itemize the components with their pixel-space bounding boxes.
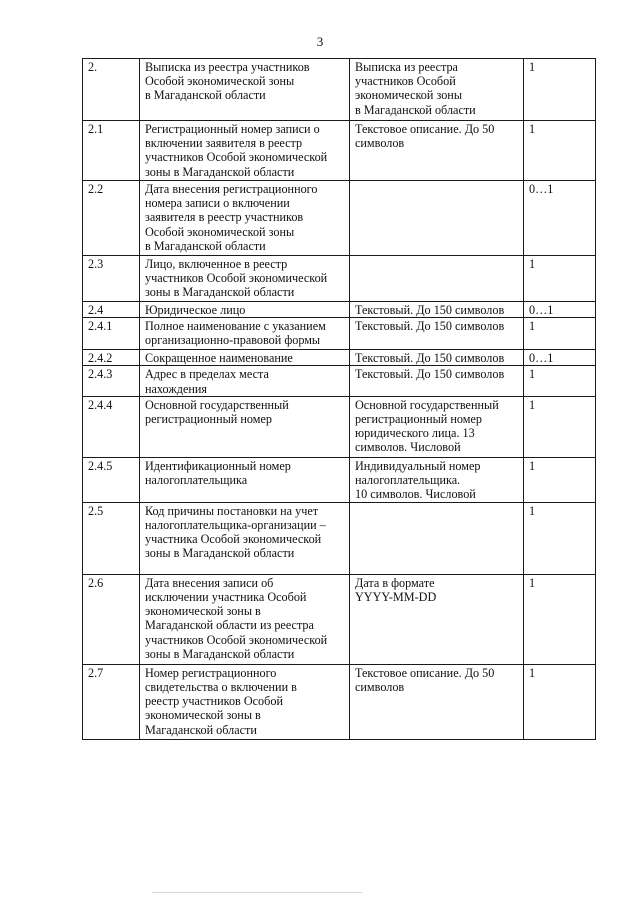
page-number: 3: [316, 34, 324, 49]
cardinality-cell: 1: [524, 121, 596, 181]
row-number-cell: 2.4.2: [83, 350, 140, 366]
scan-artifact-line: [152, 892, 362, 893]
cardinality-cell: 1: [524, 574, 596, 664]
field-format-cell: Текстовый. До 150 символов: [350, 318, 524, 350]
cardinality-cell: 1: [524, 457, 596, 502]
row-number-cell: 2.4.1: [83, 318, 140, 350]
field-name-cell: Регистрационный номер записи о включении заявителя в реестр участников Особой экономической зоны в Магаданской области: [140, 121, 350, 181]
field-format-cell: [350, 502, 524, 574]
row-number-cell: 2.3: [83, 256, 140, 302]
table-row: [83, 396, 596, 457]
field-format-cell: Индивидуальный номер налогоплательщика. 10 символов. Числовой: [350, 457, 524, 502]
table-row: [83, 59, 596, 121]
field-format-cell: Выписка из реестра участников Особой экономической зоны в Магаданской области: [350, 59, 524, 121]
row-number-cell: 2.1: [83, 121, 140, 181]
table-row: [83, 457, 596, 502]
cardinality-cell: 1: [524, 366, 596, 396]
cardinality-cell: 1: [524, 256, 596, 302]
table-row: [83, 256, 596, 302]
row-number-cell: 2.2: [83, 181, 140, 256]
table-row: [83, 502, 596, 574]
field-format-cell: Текстовое описание. До 50 символов: [350, 121, 524, 181]
field-format-cell: [350, 181, 524, 256]
table-row: [83, 664, 596, 739]
field-format-cell: Текстовый. До 150 символов: [350, 366, 524, 396]
field-name-cell: Выписка из реестра участников Особой экономической зоны в Магаданской области: [140, 59, 350, 121]
cardinality-cell: 1: [524, 396, 596, 457]
field-name-cell: Дата внесения записи об исключении участника Особой экономической зоны в Магаданской области из реестра участников Особой экономической зоны в Магаданской области: [140, 574, 350, 664]
field-name-cell: Адрес в пределах места нахождения: [140, 366, 350, 396]
row-number-cell: 2.4.3: [83, 366, 140, 396]
field-name-cell: Код причины постановки на учет налогоплательщика-организации – участника Особой экономической зоны в Магаданской области: [140, 502, 350, 574]
cardinality-cell: 1: [524, 318, 596, 350]
row-number-cell: 2.5: [83, 502, 140, 574]
field-name-cell: Юридическое лицо: [140, 302, 350, 318]
row-number-cell: 2.6: [83, 574, 140, 664]
field-name-cell: Сокращенное наименование: [140, 350, 350, 366]
field-format-cell: Текстовый. До 150 символов: [350, 350, 524, 366]
field-name-cell: Идентификационный номер налогоплательщика: [140, 457, 350, 502]
field-format-cell: Основной государственный регистрационный номер юридического лица. 13 символов. Числовой: [350, 396, 524, 457]
row-number-cell: 2.4: [83, 302, 140, 318]
field-name-cell: Полное наименование с указанием организационно-правовой формы: [140, 318, 350, 350]
table-row: [83, 350, 596, 366]
field-format-cell: [350, 256, 524, 302]
row-number-cell: 2.: [83, 59, 140, 121]
row-number-cell: 2.4.5: [83, 457, 140, 502]
table-row: [83, 366, 596, 396]
field-format-cell: Текстовое описание. До 50 символов: [350, 664, 524, 739]
field-name-cell: Дата внесения регистрационного номера записи о включении заявителя в реестр участников Особой экономической зоны в Магаданской области: [140, 181, 350, 256]
row-number-cell: 2.4.4: [83, 396, 140, 457]
field-name-cell: Основной государственный регистрационный номер: [140, 396, 350, 457]
cardinality-cell: 0…1: [524, 181, 596, 256]
table-row: [83, 181, 596, 256]
cardinality-cell: 0…1: [524, 302, 596, 318]
row-number-cell: 2.7: [83, 664, 140, 739]
table-row: [83, 302, 596, 318]
table-row: [83, 574, 596, 664]
field-name-cell: Лицо, включенное в реестр участников Особой экономической зоны в Магаданской области: [140, 256, 350, 302]
table-row: [83, 121, 596, 181]
field-format-cell: Текстовый. До 150 символов: [350, 302, 524, 318]
field-format-cell: Дата в формате YYYY-MM-DD: [350, 574, 524, 664]
table-row: [83, 318, 596, 350]
cardinality-cell: 1: [524, 502, 596, 574]
requirements-table: [82, 58, 596, 740]
cardinality-cell: 0…1: [524, 350, 596, 366]
field-name-cell: Номер регистрационного свидетельства о включении в реестр участников Особой экономической зоны в Магаданской области: [140, 664, 350, 739]
cardinality-cell: 1: [524, 59, 596, 121]
cardinality-cell: 1: [524, 664, 596, 739]
